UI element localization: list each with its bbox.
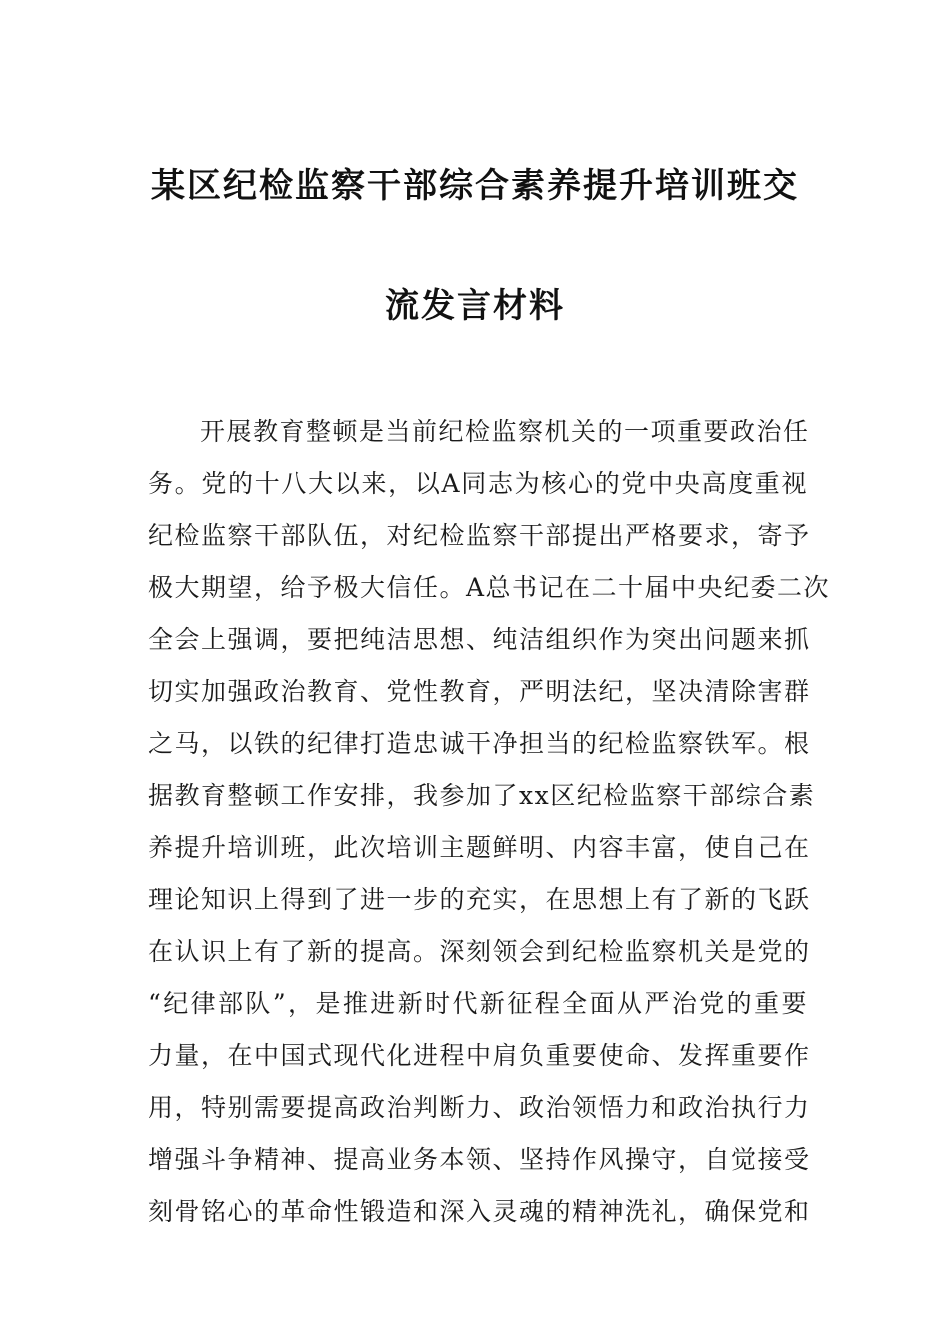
body-line: 务。党的十八大以来，以A同志为核心的党中央高度重视 <box>148 469 808 498</box>
body-line: 纪检监察干部队伍，对纪检监察干部提出严格要求，寄予 <box>148 521 811 550</box>
document-title-line-1: 某区纪检监察干部综合素养提升培训班交 <box>151 166 799 206</box>
body-line: 据教育整顿工作安排，我参加了xx区纪检监察干部综合素 <box>148 781 816 810</box>
body-line: “纪律部队”，是推进新时代新征程全面从严治党的重要 <box>148 989 808 1018</box>
body-line: 用，特别需要提高政治判断力、政治领悟力和政治执行力 <box>148 1093 811 1122</box>
body-line: 在认识上有了新的提高。深刻领会到纪检监察机关是党的 <box>148 937 811 966</box>
document-title-line-2: 流发言材料 <box>385 286 565 326</box>
document-body <box>148 412 831 1244</box>
body-line: 之马，以铁的纪律打造忠诚干净担当的纪检监察铁军。根 <box>148 729 811 758</box>
body-line: 增强斗争精神、提高业务本领、坚持作风操守，自觉接受 <box>148 1145 811 1174</box>
body-line: 理论知识上得到了进一步的充实，在思想上有了新的飞跃 <box>148 885 811 914</box>
body-line: 切实加强政治教育、党性教育，严明法纪，坚决清除害群 <box>148 677 811 706</box>
body-line: 极大期望，给予极大信任。A总书记在二十届中央纪委二次 <box>148 573 831 602</box>
body-line: 刻骨铭心的革命性锻造和深入灵魂的精神洗礼，确保党和 <box>148 1197 811 1226</box>
body-line: 力量，在中国式现代化进程中肩负重要使命、发挥重要作 <box>148 1041 811 1070</box>
body-line: 开展教育整顿是当前纪检监察机关的一项重要政治任 <box>200 417 810 446</box>
body-line: 全会上强调，要把纯洁思想、纯洁组织作为突出问题来抓 <box>148 625 811 654</box>
body-line: 养提升培训班，此次培训主题鲜明、内容丰富，使自己在 <box>148 833 811 862</box>
